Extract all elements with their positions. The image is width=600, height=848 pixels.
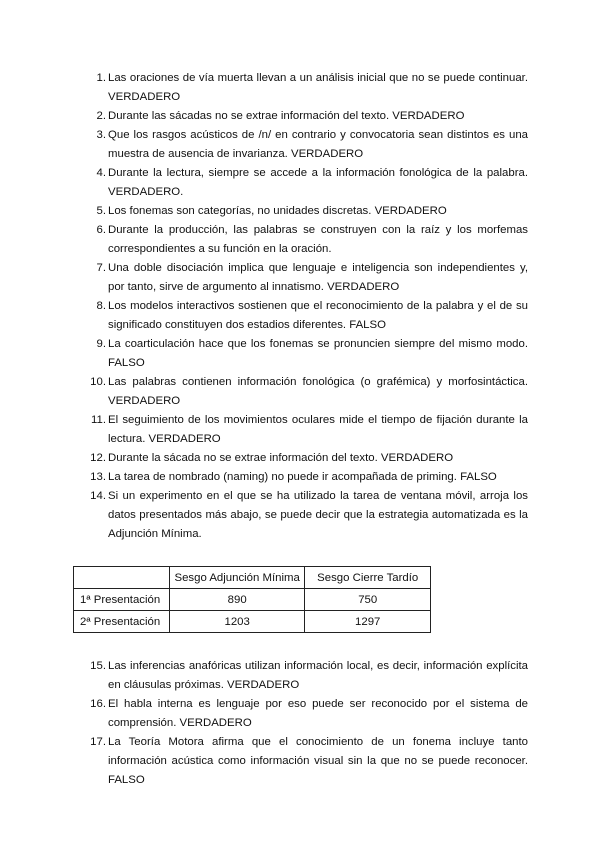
item-text: Los modelos interactivos sostienen que el reconocimiento de la palabra y el de su significado constituyen dos estadios diferentes. FALSO [108, 300, 528, 331]
list-item [86, 202, 528, 221]
item-number: 13. [90, 471, 106, 483]
list-item [86, 373, 528, 411]
table-cell: 750 [305, 589, 431, 611]
list-item [86, 126, 528, 164]
item-text: Si un experimento en el que se ha utilizado la tarea de ventana móvil, arroja los datos presentados más abajo, se puede decir que la estrategia automatizada es la Adjunción Mínima. [108, 490, 528, 540]
list-item [86, 221, 528, 259]
item-text: Las inferencias anafóricas utilizan información local, es decir, información explícita en cláusulas próximas. VERDADERO [108, 660, 528, 691]
item-text: Durante la lectura, siempre se accede a la información fonológica de la palabra. VERDADERO. [108, 167, 528, 198]
item-number: 7. [96, 262, 106, 274]
item-number: 12. [90, 452, 106, 464]
item-text: Que los rasgos acústicos de /n/ en contrario y convocatoria sean distintos es una muestra de ausencia de invarianza. VERDADERO [108, 129, 528, 160]
item-text: La tarea de nombrado (naming) no puede ir acompañada de priming. FALSO [108, 471, 497, 483]
item-text: La Teoría Motora afirma que el conocimiento de un fonema incluye tanto información acústica como información visual sin la que no se puede reconocer. FALSO [108, 736, 528, 786]
table-header-row [74, 567, 431, 589]
item-number: 11. [91, 414, 106, 426]
item-number: 17. [90, 736, 106, 748]
table-cell: 1297 [305, 611, 431, 633]
table-header-adjuncion-minima: Sesgo Adjunción Mínima [169, 567, 305, 589]
table-row-label: 1ª Presentación [74, 589, 170, 611]
table-row [74, 589, 431, 611]
question-list-part1 [86, 69, 528, 544]
item-text: Durante la producción, las palabras se construyen con la raíz y los morfemas correspondientes a su función en la oración. [108, 224, 528, 255]
list-item [86, 449, 528, 468]
item-text: Una doble disociación implica que lenguaje e inteligencia son independientes y, por tanto, sirve de argumento al innatismo. VERDADERO [108, 262, 528, 293]
item-number: 6. [96, 224, 106, 236]
table-cell: 890 [169, 589, 305, 611]
table-corner-cell [74, 567, 170, 589]
list-item [86, 733, 528, 790]
list-item [86, 335, 528, 373]
table-header-cierre-tardio: Sesgo Cierre Tardío [305, 567, 431, 589]
item-number: 4. [96, 167, 106, 179]
item-text: Las oraciones de vía muerta llevan a un análisis inicial que no se puede continuar. VERDADERO [108, 72, 528, 103]
item-text: Durante las sácadas no se extrae información del texto. VERDADERO [108, 110, 465, 122]
table-row [74, 611, 431, 633]
item-number: 8. [96, 300, 106, 312]
item-number: 1. [96, 72, 106, 84]
list-item [86, 107, 528, 126]
item-number: 14. [90, 490, 106, 502]
item-number: 5. [96, 205, 106, 217]
list-item [86, 69, 528, 107]
list-item [86, 487, 528, 544]
item-number: 9. [96, 338, 106, 350]
item-number: 15. [90, 660, 106, 672]
list-item [86, 657, 528, 695]
table-row-label: 2ª Presentación [74, 611, 170, 633]
list-item [86, 695, 528, 733]
item-text: Durante la sácada no se extrae información del texto. VERDADERO [108, 452, 454, 464]
list-item [86, 297, 528, 335]
item-number: 3. [96, 129, 106, 141]
item-number: 16. [90, 698, 106, 710]
list-item [86, 468, 528, 487]
table-cell: 1203 [169, 611, 305, 633]
results-table [73, 566, 431, 633]
item-number: 2. [96, 110, 106, 122]
item-text: El habla interna es lenguaje por eso puede ser reconocido por el sistema de comprensión. VERDADERO [108, 698, 528, 729]
item-text: Los fonemas son categorías, no unidades discretas. VERDADERO [108, 205, 447, 217]
question-list-part2 [86, 657, 528, 790]
item-text: Las palabras contienen información fonológica (o grafémica) y morfosintáctica. VERDADERO [108, 376, 528, 407]
list-item [86, 411, 528, 449]
list-item [86, 259, 528, 297]
item-number: 10. [90, 376, 106, 388]
list-item [86, 164, 528, 202]
item-text: La coarticulación hace que los fonemas se pronuncien siempre del mismo modo. FALSO [108, 338, 528, 369]
item-text: El seguimiento de los movimientos oculares mide el tiempo de fijación durante la lectura. VERDADERO [108, 414, 528, 445]
